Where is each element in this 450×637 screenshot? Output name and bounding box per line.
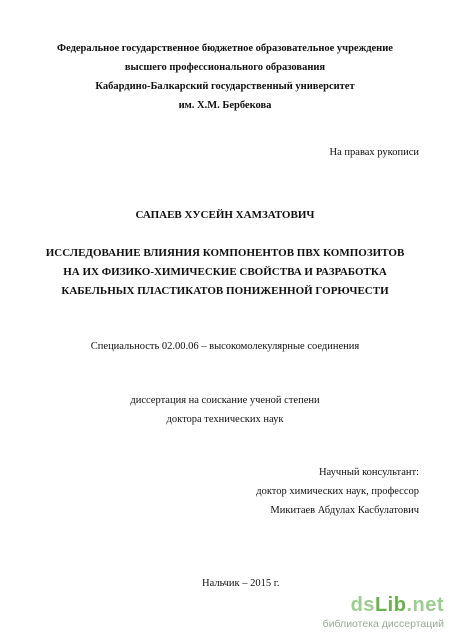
advisor-label: Научный консультант: bbox=[318, 467, 419, 478]
specialty: Специальность 02.00.06 – высокомолекулярные соединения bbox=[90, 341, 360, 352]
rights-note: На правах рукописи bbox=[329, 147, 419, 158]
author-name: САПАЕВ ХУСЕЙН ХАМЗАТОВИЧ bbox=[135, 209, 315, 221]
title-line-2: НА ИХ ФИЗИКО-ХИМИЧЕСКИЕ СВОЙСТВА И РАЗРАБОТКА bbox=[63, 266, 387, 278]
dslib-logo: dsLib.net bbox=[350, 594, 444, 616]
title-line-3: КАБЕЛЬНЫХ ПЛАСТИКАТОВ ПОНИЖЕННОЙ ГОРЮЧЕСТИ bbox=[61, 285, 389, 297]
degree-line-2: доктора технических наук bbox=[166, 414, 284, 425]
place-year: Нальчик – 2015 г. bbox=[202, 578, 280, 589]
dslib-caption: библиотека диссертаций bbox=[322, 618, 444, 630]
institution-line-1: Федеральное государственное бюджетное образовательное учреждение bbox=[57, 43, 393, 54]
dslib-watermark bbox=[322, 593, 444, 635]
advisor-name: Микитаев Абдулах Касбулатович bbox=[270, 505, 419, 516]
institution-line-3: Кабардино-Балкарский государственный университет bbox=[95, 81, 355, 92]
institution-line-2: высшего профессионального образования bbox=[124, 62, 326, 73]
advisor-rank: доктор химических наук, профессор bbox=[256, 486, 419, 497]
title-line-1: ИССЛЕДОВАНИЕ ВЛИЯНИЯ КОМПОНЕНТОВ ПВХ КОМПОЗИТОВ bbox=[45, 247, 405, 259]
degree-line-1: диссертация на соискание ученой степени bbox=[130, 395, 320, 406]
institution-line-4: им. Х.М. Бербекова bbox=[178, 100, 272, 111]
